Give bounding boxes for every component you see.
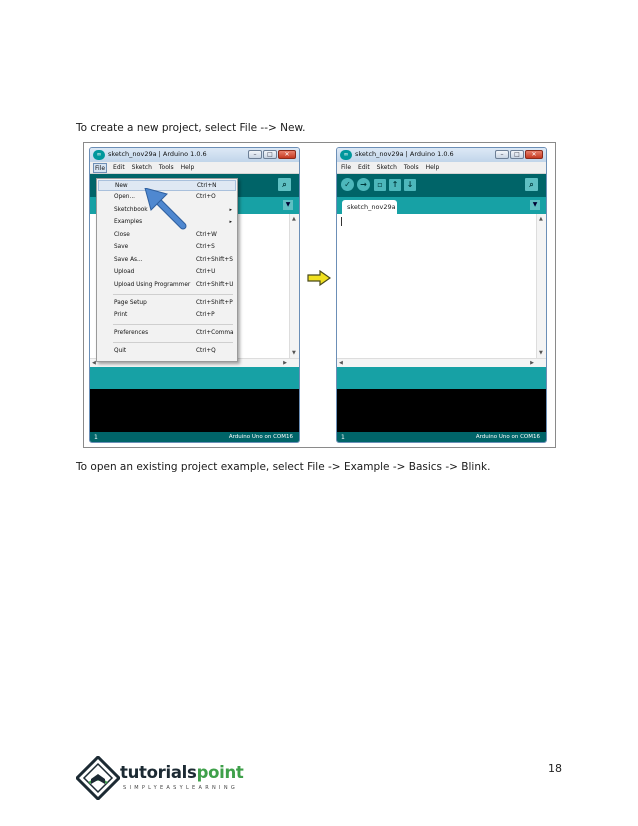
menu-help[interactable]: Help: [425, 164, 440, 171]
menu-bar: [90, 162, 299, 174]
console-output: [337, 389, 546, 432]
scroll-right-icon[interactable]: ▶: [530, 360, 534, 366]
board-port-label: Arduino Uno on COM16: [475, 434, 540, 440]
menu-item-page-setup[interactable]: [98, 298, 236, 309]
close-button[interactable]: ✕: [278, 150, 296, 159]
menu-file[interactable]: File: [341, 164, 352, 171]
arduino-logo-icon: ∞: [93, 150, 105, 160]
tab-sketch[interactable]: sketch_nov29a: [342, 200, 397, 214]
code-editor[interactable]: [337, 214, 546, 358]
menu-item-shortcut: Ctrl+Shift+U: [196, 282, 234, 288]
arduino-logo-icon: ∞: [340, 150, 352, 160]
menu-item-label: Upload Using Programmer: [114, 282, 191, 288]
menu-help[interactable]: Help: [180, 164, 195, 171]
menu-item-shortcut: Ctrl+S: [196, 244, 215, 250]
close-button[interactable]: ✕: [525, 150, 543, 159]
minimize-button[interactable]: –: [495, 150, 509, 159]
menu-item-shortcut: Ctrl+Comma: [196, 330, 234, 336]
upload-icon[interactable]: →: [357, 178, 370, 191]
maximize-button[interactable]: □: [510, 150, 524, 159]
ide-screenshot-figure: [83, 142, 556, 448]
submenu-arrow-icon: ▸: [229, 207, 232, 213]
menu-item-shortcut: Ctrl+Q: [196, 348, 216, 354]
horizontal-scrollbar[interactable]: [337, 358, 546, 367]
serial-monitor-icon[interactable]: ⌕: [278, 178, 291, 191]
page-number: 18: [548, 762, 562, 775]
menu-sketch[interactable]: Sketch: [131, 164, 152, 171]
text-caret: [341, 217, 342, 226]
message-area: [337, 367, 546, 389]
scroll-left-icon[interactable]: ◀: [92, 360, 96, 366]
menu-item-upload[interactable]: [98, 267, 236, 278]
menu-item-label: New: [115, 183, 128, 189]
window-title: sketch_nov29a | Arduino 1.0.6: [108, 150, 207, 158]
menu-item-save-as[interactable]: [98, 255, 236, 266]
arduino-window-new-sketch: [336, 147, 547, 443]
pointer-arrow-icon: [143, 188, 189, 232]
menu-item-label: Save As...: [114, 257, 143, 263]
scroll-right-icon[interactable]: ▶: [283, 360, 287, 366]
menu-item-shortcut: Ctrl+P: [196, 312, 215, 318]
line-number: 1: [341, 434, 345, 441]
menu-item-shortcut: Ctrl+N: [197, 183, 217, 189]
open-sketch-icon[interactable]: ↑: [389, 179, 401, 191]
tutorialspoint-logo: [76, 754, 246, 802]
verify-icon[interactable]: ✓: [341, 178, 354, 191]
scroll-up-icon[interactable]: ▲: [539, 216, 543, 222]
message-area: [90, 367, 299, 389]
menu-tools[interactable]: Tools: [403, 164, 419, 171]
menu-separator: [113, 342, 233, 343]
new-sketch-icon[interactable]: ▫: [374, 179, 386, 191]
status-bar: [337, 432, 546, 443]
menu-item-label: Print: [114, 312, 128, 318]
menu-edit[interactable]: Edit: [358, 164, 370, 171]
tab-bar: [337, 197, 546, 214]
tab-menu-icon[interactable]: ▼: [530, 200, 540, 210]
menu-item-label: Page Setup: [114, 300, 147, 306]
scroll-up-icon[interactable]: ▲: [292, 216, 296, 222]
scroll-down-icon[interactable]: ▼: [539, 350, 543, 356]
new-project-instruction: To create a new project, select File --> New.: [76, 122, 306, 134]
menu-item-shortcut: Ctrl+Shift+S: [196, 257, 233, 263]
menu-item-quit[interactable]: [98, 346, 236, 357]
brand-tagline: SIMPLYEASYLEARNING: [123, 785, 239, 791]
maximize-button[interactable]: □: [263, 150, 277, 159]
menu-item-label: Close: [114, 232, 130, 238]
right-arrow-icon: [307, 270, 331, 286]
menu-item-print[interactable]: [98, 310, 236, 321]
menu-item-label: Upload: [114, 269, 135, 275]
vertical-scrollbar[interactable]: [289, 214, 299, 358]
menu-item-label: Sketchbook: [114, 207, 148, 213]
window-title: sketch_nov29a | Arduino 1.0.6: [355, 150, 454, 158]
menu-item-label: Examples: [114, 219, 143, 225]
tutorialspoint-mark-icon: [76, 756, 120, 800]
brand-first: tutorials: [120, 763, 197, 782]
menu-item-shortcut: Ctrl+Shift+P: [196, 300, 233, 306]
menu-separator: [113, 294, 233, 295]
toolbar: [337, 174, 546, 197]
menu-edit[interactable]: Edit: [113, 164, 125, 171]
menu-separator: [113, 324, 233, 325]
save-sketch-icon[interactable]: ↓: [404, 179, 416, 191]
menu-sketch[interactable]: Sketch: [376, 164, 397, 171]
menu-item-label: Save: [114, 244, 129, 250]
menu-file[interactable]: File: [95, 165, 106, 172]
menu-item-shortcut: Ctrl+O: [196, 194, 216, 200]
scroll-left-icon[interactable]: ◀: [339, 360, 343, 366]
menu-bar: [337, 162, 546, 174]
board-port-label: Arduino Uno on COM16: [228, 434, 293, 440]
open-example-instruction: To open an existing project example, select File -> Example -> Basics -> Blink.: [76, 461, 491, 473]
menu-item-save[interactable]: [98, 242, 236, 253]
menu-tools[interactable]: Tools: [158, 164, 174, 171]
menu-item-shortcut: Ctrl+W: [196, 232, 217, 238]
line-number: 1: [94, 434, 98, 441]
serial-monitor-icon[interactable]: ⌕: [525, 178, 538, 191]
console-output: [90, 389, 299, 432]
title-bar: [90, 148, 299, 162]
menu-item-label: Preferences: [114, 330, 149, 336]
arduino-window-menu-open: [89, 147, 300, 443]
brand-name: [120, 763, 244, 782]
menu-item-preferences[interactable]: [98, 328, 236, 339]
scroll-down-icon[interactable]: ▼: [292, 350, 296, 356]
menu-item-label: Open...: [114, 194, 136, 200]
title-bar: [337, 148, 546, 162]
tab-menu-icon[interactable]: ▼: [283, 200, 293, 210]
brand-second: point: [196, 763, 244, 782]
status-bar: [90, 432, 299, 443]
minimize-button[interactable]: –: [248, 150, 262, 159]
submenu-arrow-icon: ▸: [229, 219, 232, 225]
vertical-scrollbar[interactable]: [536, 214, 546, 358]
menu-item-label: Quit: [114, 348, 127, 354]
menu-item-upload-programmer[interactable]: [98, 280, 236, 291]
menu-item-shortcut: Ctrl+U: [196, 269, 216, 275]
